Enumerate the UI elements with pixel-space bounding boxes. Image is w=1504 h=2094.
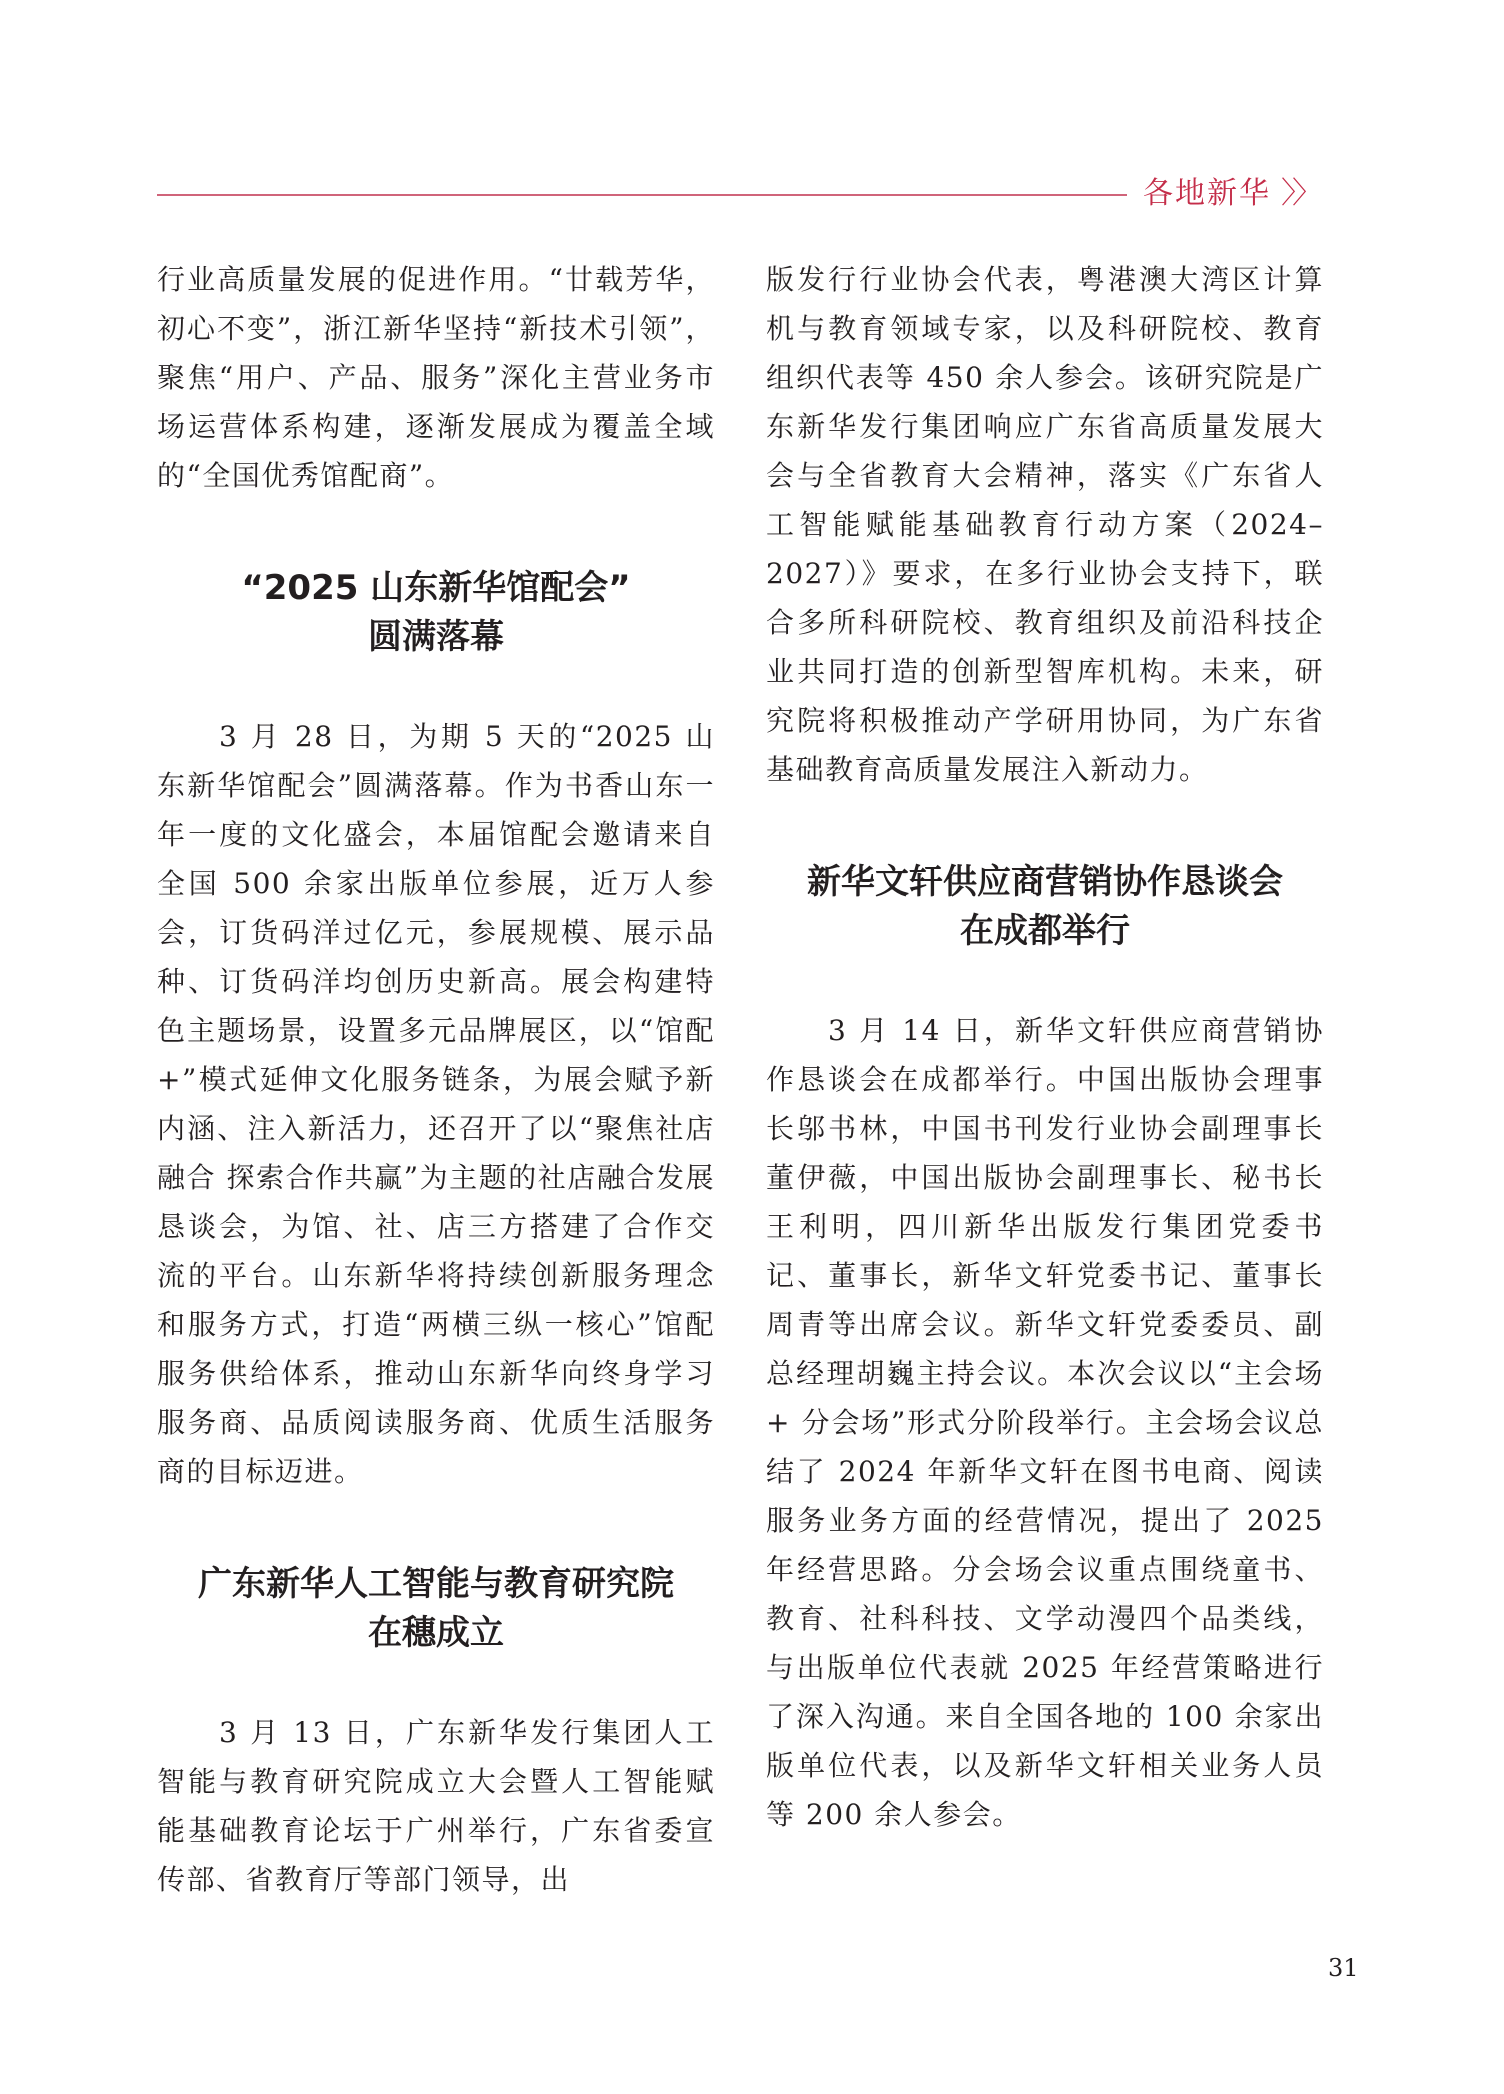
article1-title [157,564,715,662]
article3-title [766,858,1324,956]
intro-paragraph: 行业高质量发展的促进作用。“廿载芳华，初心不变”，浙江新华坚持“新技术引领”，聚焦“用户、产品、服务”深化主营业务市场运营体系构建，逐渐发展成为覆盖全域的“全国优秀馆配商”。 [157,263,715,492]
header-rule [157,194,1127,196]
double-chevron-right-icon: 〉〉 [1281,176,1318,211]
article3-body: 3 月 14 日，新华文轩供应商营销协作恳谈会在成都举行。中国出版协会理事长邬书林，中国书刊发行业协会副理事长董伊薇，中国出版协会副理事长、秘书长王利明，四川新华出版发行集团党委书记、董事长，新华文轩党委书记、董事长周青等出席会议。新华文轩党委委员、副总经理胡巍主持会议。本次会议以“主会场 + 分会场”形式分阶段举行。主会场会议总结了 2024 年新华文轩在图书电商、阅读服务业务方面的经营情况，提出了 2025 年经营思路。分会场会议重点围绕童书、教育、社科科技、文学动漫四个品类线，与出版单位代表就 2025 年经营策略进行了深入沟通。来自全国各地的 100 余家出版单位代表，以及新华文轩相关业务人员等 200 余人参会。 [766,1014,1324,1831]
section-label [1143,172,1318,216]
page-number: 31 [1328,1954,1359,1982]
left-column [157,255,715,1904]
article1-title-line2: 圆满落幕 [368,617,504,657]
article3-title-line1: 新华文轩供应商营销协作恳谈会 [807,862,1283,902]
article1-title-line1: “2025 山东新华馆配会” [241,568,631,608]
right-column [766,255,1324,1839]
article3-title-line2: 在成都举行 [960,911,1130,951]
article1-body: 3 月 28 日，为期 5 天的“2025 山东新华馆配会”圆满落幕。作为书香山东一年一度的文化盛会，本届馆配会邀请来自全国 500 余家出版单位参展，近万人参会，订货码洋过亿元，参展规模、展示品种、订货码洋均创历史新高。展会构建特色主题场景，设置多元品牌展区，以“馆配 +”模式延伸文化服务链条，为展会赋予新内涵、注入新活力，还召开了以“聚焦社店融合 探索合作共赢”为主题的社店融合发展恳谈会，为馆、社、店三方搭建了合作交流的平台。山东新华将持续创新服务理念和服务方式，打造“两横三纵一核心”馆配服务供给体系，推动山东新华向终身学习服务商、品质阅读服务商、优质生活服务商的目标迈进。 [157,720,715,1488]
article2-title-line1: 广东新华人工智能与教育研究院 [198,1564,674,1604]
article2-title-line2: 在穗成立 [368,1613,504,1653]
article2-body-continued: 版发行行业协会代表，粤港澳大湾区计算机与教育领域专家，以及科研院校、教育组织代表等 450 余人参会。该研究院是广东新华发行集团响应广东省高质量发展大会与全省教育大会精神，落实《广东省人工智能赋能基础教育行动方案（2024–2027）》要求，在多行业协会支持下，联合多所科研院校、教育组织及前沿科技企业共同打造的创新型智库机构。未来，研究院将积极推动产学研用协同，为广东省基础教育高质量发展注入新动力。 [766,263,1324,786]
article2-body: 3 月 13 日，广东新华发行集团人工智能与教育研究院成立大会暨人工智能赋能基础教育论坛于广州举行，广东省委宣传部、省教育厅等部门领导，出 [157,1716,715,1896]
article2-title [157,1560,715,1658]
section-label-text: 各地新华 [1143,176,1271,211]
